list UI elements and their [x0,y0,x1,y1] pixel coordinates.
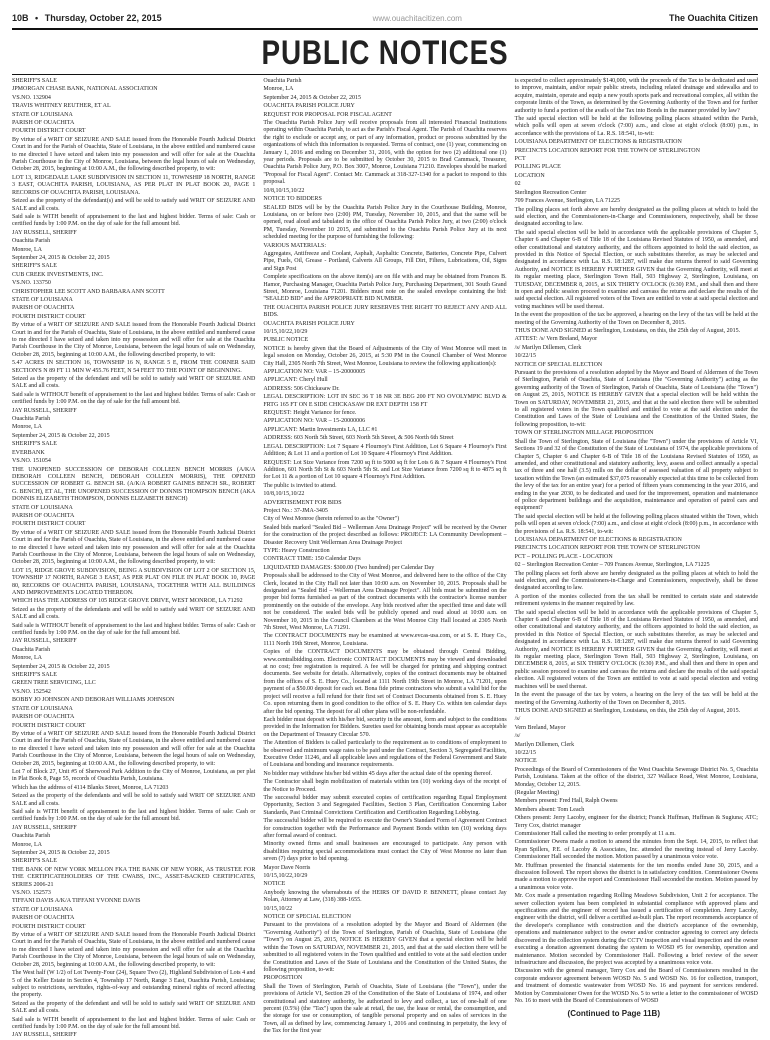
page-number: 10B [12,13,29,23]
notice-paragraph: Ouachita Parish [263,78,302,84]
notice-paragraph: City of West Monroe (herein referred to as the "Owner") [263,516,400,523]
notice-paragraph: Sterlington Recreation Center [514,189,587,196]
notice-paragraph: Proposals shall be addressed to the City of West Monroe, and delivered here to the office of the City Clerk, located in the City Hall not later than 10:00 a.m. on November 10, 2015. Proposals shall be designated as "Sealed Bid – Wellerman Area Drainage Project". All bids must be submitted on the proper bid forms furnished as part of the contract documents with the contractor's license number prominently on the outside of the envelope. Any bids received after the specified time and date will not be considered. The sealed bids will be publicly opened and read aloud at 10:00 a.m. on November 10, 2015 in the Council Chambers at the West Monroe City Hall located at 2305 North 7th Street, West Monroe, LA 71291. [263,573,507,632]
continued-note: (Continued to Page 11B) [567,1009,660,1018]
notice-paragraph: PCT – POLLING PLACE - LOCATION [514,553,613,560]
website-url[interactable]: www.ouachitacitizen.com [372,13,462,23]
notice-paragraph: LOT 15, RIDGE GROVE SUBDIVISION, BEING A SUBDIVISION OF LOT 2 OF SECTION 15, TOWNSHIP 17 NORTH, RANGE 3 EAST, AS PER PLAT ON FILE IN PLAT BOOK 10, PAGE 80, RECORDS OF OUACHITA PARISH, LOUISIANA, TOGETHER WITH ALL BUILDINGS AND IMPROVEMENTS LOCATED THEREON. [12,567,256,596]
title-rule [12,74,758,75]
notice-paragraph: SHERIFF'S SALE [12,441,57,448]
notice-paragraph: By virtue of a WRIT OF SEIZURE AND SALE issued from the Honorable Fourth Judicial District Court in and for the Parish of Ouachita, State of Louisiana, in the above entitled and numbered cause to me directed I have seized and taken into my possession and will offer for sale at the Ouachita Parish Courthouse in the City of Monroe, Louisiana, between the legal hours of sale on Wednesday, October 28, 2015, beginning at 10:00 A.M., the following described property, to wit: [12,529,256,566]
notice-paragraph: Complete specifications on the above item(s) are on file with and may be obtained from Frances B. Hamor, Purchasing Manager, Ouachita Parish Police Jury, Purchasing Department, 301 South Grand Street, Monroe, Louisiana 71201. Bidders must note on the sealed envelope containing the bid: "SEALED BID" and the APPROPRIATE BID NUMBER. [263,274,507,303]
notice-paragraph: Seized as the property of the defendant(s) and will be sold to satisfy said WRIT OF SEIZURE AND SALE and all costs. [12,198,256,212]
notice-paragraph: The said special election will be held in accordance with the applicable provisions of Chapter 5, Chapter 6 and Chapter 6-B of Title 18 of the Louisiana Revised Statutes of 1950, as amended, and other constitutional and statutory authority, and the officers appointed to hold the said election, as provided in this Notice of Special Election, or such substitutes therefor, as may be selected and designated in accordance with La. R.S. 18:1287, will make due returns thereof to said Governing Authority, and NOTICE IS HEREBY FURTHER GIVEN that the Governing Authority, will meet at its regular meeting place, Sterlington Town Hall, 503 Highway 2, Sterlington, Louisiana, on TUESDAY, DECEMBER 8, 2015, at SIX THIRTY O'CLOCK (6:30) P.M., and shall then and there in open and public session proceed to examine and canvass the returns and declare the results of the said special election. All registered voters of the Town are entitled to vote at said special election and voting machines will be used thereat. [514,229,758,310]
notice-paragraph: REQUEST: Height Variance for fence. [263,410,357,417]
notice-paragraph: Mr. Cox made a presentation regarding Rolling Meadows Subdivision, Unit 2 for acceptance. The sewer collection system has been completed in substantial compliance with approved plans and specifications and the engineer of record has issued a certification of completion. Jerry Lacoby, engineer with the district, will deliver a certified as-built plan. The report recommends acceptance of the developer's compliance with construction and the district's acceptance of the ownership, operations and maintenance subject to the owner and/or contractor agreeing to correct any defects discovered in the collection system during the CCTV inspection and visual inspection and the owner executing a donation agreement donating the system to WOSD #5 for ownership, operation and maintenance. Motion seconded by Commissioner Hall. Following a brief review of the sewer infrastructure and discussion, the project was accepted by a unanimous voice vote. [514,893,758,966]
notice-paragraph: Shall the Town of Sterlington, State of Louisiana (the "Town") under the provisions of Article VI, Sections 19 and 32 of the Constitution of the State of Louisiana of 1974, the applicable provisions of Chapter 5, Chapter 6 and Chapter 6-B of Title 18 of the Louisiana Revised Statutes of 1950, as amended, and other constitutional and statutory authority, levy, assess and collect annually a special tax of three and one half (3.5) mills on the dollar of assessed valuation of all property subject to taxation within the Town (an estimated $37,075 reasonably expected at this time to be collected from the levy of the tax for an entire year) for a period of fifteen years commencing in the year 2016, and ending in the year 2030, to be dedicated and used for the improvement, operation and maintenance of police department buildings and the acquisition, maintenance and operation of patrol cars and equipment? [514,438,758,512]
notice-paragraph: TOWN OF STERLINGTON MILLAGE PROPOSITION [514,430,654,437]
notice-paragraph: Which has the address of 4114 Blanks Street, Monroe, LA 71203 [12,784,169,791]
notice-paragraph: PARISH OF OUACHITA [12,305,75,312]
notice-paragraph: Each bidder must deposit with his/her bid, security in the amount, form and subject to the conditions provided in the Information for Bidders. Sureties used for obtaining bonds must appear as acceptable on the Department of Treasury Circular 570. [263,716,507,738]
notice-paragraph: The said special election will be held at the following polling places situated within the Town, which polls will open at seven o'clock (7:00) a.m., and close at eight o'clock (8:00) p.m., in accordance with the provisions of La. R.S. 18:541, to-wit: [514,513,758,535]
notice-paragraph: By virtue of a WRIT OF SEIZURE AND SALE issued from the Honorable Fourth Judicial District Court in and for the Parish of Ouachita, State of Louisiana, in the above entitled and numbered cause to me directed I have seized and taken into my possession and will offer for sale at the Ouachita Parish Courthouse in the City of Monroe, Louisiana, between the legal hours of sale on Wednesday, October 28, 2015, beginning at 10:00 A.M., the following described property, to wit: [12,932,256,968]
notice-paragraph: PUBLIC NOTICE [263,337,309,344]
notice-paragraph: NOTICE OF SPECIAL ELECTION [263,914,351,921]
notice-paragraph: By virtue of a WRIT OF SEIZURE AND SALE issued from the Honorable Fourth Judicial District Court in and for the Parish of Ouachita, State of Louisiana, in the above entitled and numbered cause to me directed I have seized and taken into my possession and will offer for sale at the Ouachita Parish Courthouse in the City of Monroe, Louisiana, between the legal hours of sale on Wednesday, October 28, 2015, beginning at 10:00 A.M., the following described property, to wit: [12,136,256,173]
notice-paragraph: SHERIFF'S SALE [12,78,57,84]
notice-paragraph: POLLING PLACE [514,164,561,171]
notice-paragraph: Vern Breland, Mayor [514,724,566,731]
notice-paragraph: LIQUIDATED DAMAGES: $300.00 (Two hundred) per Calendar Day [263,564,435,571]
notice-paragraph: JPMORGAN CHASE BANK, NATIONAL ASSOCIATION [12,86,158,93]
notice-paragraph: GREEN TREE SERVICING, LLC [12,680,96,687]
notice-paragraph: SEALED BIDS will be by the Ouachita Parish Police Jury in the Courthouse Building, Monroe, Louisiana, on or before two (2:00) PM, Tuesday, November 10, 2015, and that the same will be opened, read aloud and tabulated in the office of Ouachita Parish Police Jury, at two (2:00) o'clock PM, Tuesday, November 10 2015, and submitted to the Ouachita Parish Police Jury at its next scheduled meeting for the purpose of furnishing the following: [263,204,507,241]
newspaper-name: The Ouachita Citizen [668,13,758,23]
notice-paragraph: Others present: Jerry Lacoby, engineer for the district; Franck Huffman, Huffman & Sugiuna; ATC; Terry Cox, district manager [514,815,758,829]
notice-paragraph: ADVERTISEMENT FOR BIDS [263,499,342,506]
notice-paragraph: APPLICATION NO: VAR – 15-20000006 [263,418,366,425]
notice-paragraph: A portion of the monies collected from the tax shall be remitted to certain state and statewide retirement systems in the manner required by law. [514,593,758,608]
notice-paragraph: 02 [514,181,521,188]
notice-paragraph: Aggregates, Antifreeze and Coolant, Asphalt, Asphaltic Concrete, Batteries, Concrete Pipe, Culvert Pipe, Fuels, Oil, Grease - Portland, Calverts All Groups, Fill Dirt, Filters, Lubrications, Oil, Signs and Sign Post [263,250,507,272]
notice-paragraph: TYPE: Heavy Construction [263,547,330,554]
notice-paragraph: VS.NO. 133750 [12,280,51,287]
notice-paragraph: Members absent: Tom Leach [514,806,585,813]
notice-paragraph: Monroe, LA [12,841,42,848]
notice-paragraph: Seized as the property of the defendants and will be sold to satisfy said WRIT OF SEIZURE AND SALE and all costs. [12,606,256,621]
notice-paragraph: Sealed bids marked "Sealed Bid – Wellerman Area Drainage Project" will be received by the Owner for the construction of the project described as follows: PROJECT: LA Community Development – Disaster Recovery Unit Wellerman Area Drainage Project [263,524,507,546]
notice-column-2 [263,78,507,1035]
notice-paragraph: September 24, 2015 & October 22, 2015 [12,432,110,439]
notice-paragraph: Said sale is WITH benefit of appraisement to the last and highest bidder. Terms of sale: Cash or certified funds by 1:00 P.M. on the day of sale for the full amount bid. [12,213,256,228]
notice-paragraph: Monroe, LA [12,655,42,662]
issue-date: Thursday, October 22, 2015 [44,13,162,23]
notice-columns [12,78,758,1039]
notice-paragraph: SHERIFF'S SALE [12,672,57,679]
notice-paragraph: BOBBY JO JOHNSON AND DEBORAH WILLIAMS JOHNSON [12,697,175,704]
notice-paragraph: NOTICE [514,758,537,765]
notice-paragraph: 10/15,10/22,10/29 [263,329,308,335]
notice-paragraph: TRAVIS WHITNEY REUTHER, ET AL [12,103,111,110]
notice-paragraph: STATE OF LOUISIANA [12,705,73,712]
notice-paragraph: Pursuant to the provisions of a resolution adopted by the Mayor and Board of Aldermen of the Town of Sterlington, Parish of Ouachita, State of Louisiana (the "Governing Authority") acting as the governing authority of the Town of Sterlington, Parish of Ouachita, State of Louisiana (the "Town") on August 25, 2015, NOTICE IS HEREBY GIVEN that a special election will be held within the Town on SATURDAY, NOVEMBER 21, 2015, and that at the said election there will be submitted to all registered voters in the Town qualified and entitled to vote at the said election under the Constitution and Laws of the State of Louisiana and the Constitution of the United States, the following proposition, to-wit: [514,370,758,428]
notice-paragraph: ADDRESS: 506 Chickasaw Dr. [263,385,340,392]
notice-paragraph: September 24, 2015 & October 22, 2015 [12,850,110,856]
notice-paragraph: APPLICANT: Martin Investments LA, LLC #1 [263,426,378,433]
notice-paragraph: 10/8,10/15,10/22 [263,187,305,194]
notice-paragraph: NOTICE [263,881,286,888]
notice-paragraph: JAY RUSSELL, SHERIFF [12,638,77,645]
notice-paragraph: CHRISTOPHER LEE SCOTT AND BARBARA ANN SCOTT [12,288,165,295]
notice-paragraph: VS.NO. 132904 [12,94,51,101]
notice-paragraph: Ouachita Parish [12,238,51,245]
notice-paragraph: OUACHITA PARISH POLICE JURY [263,103,355,110]
notice-paragraph: The public is invited to attend. [263,482,337,489]
notice-paragraph: /s/ [514,716,521,723]
notice-paragraph: Seized as the property of the defendant and will be sold to satisfy said WRIT OF SEIZURE AND SALE and all costs. [12,376,256,390]
notice-paragraph: THUS DONE AND SIGNED at Sterlington, Louisiana, on this, the 25th day of August, 2015. [514,328,741,334]
notice-paragraph: LOCATION [514,172,545,179]
notice-paragraph: 02 – Sterlington Recreation Center – 709 Frances Avenue, Sterlington, LA 71225 [514,562,710,569]
notice-paragraph: THE UNOPENED SUCCESSION OF DEBORAH COLLEEN BENCH MORRIS (A/K/A DEBORAH COLLEEN BENCH, DEBORAH COLLEEN MORRIS), THE OPENED SUCCESSION OF ROBERT G. BENCH SR. (A/K/A ROBERT GAINES BENCH SR., ROBERT G. BENCH), ET AL, THE UNOPENED SUCCESSION OF DONNIS THOMPSON BENCH (AKA DONNIS ELIZABETH THOMPSON, DONNIS ELIZABETH BENCH) [12,466,256,503]
notice-paragraph: FOURTH DISTRICT COURT [12,722,86,729]
notice-paragraph: THE OUACHITA PARISH POLICE JURY RESERVES THE RIGHT TO REJECT ANY AND ALL BIDS. [263,304,507,319]
notice-paragraph: LEGAL DESCRIPTION: Lot 7 Square 4 Flournoy's First Addition, Lot 6 Square 4 Flournoy's First Addition; & Lot 11 and a portion of Lot 10 Square 4 Flournoy's First Addition. [263,443,507,458]
section-title: PUBLIC NOTICES [261,34,509,72]
notice-paragraph: THE BANK OF NEW YORK MELLON FKA THE BANK OF NEW YORK, AS TRUSTEE FOR THE CERTIFICATEHOLDERS OF THE CWABS, INC., ASSET-BACKED CERTIFICATES, SERIES 2006-21 [12,866,256,888]
notice-paragraph: JAY RUSSELL, SHERIFF [12,407,77,414]
notice-paragraph: Lot 7 of Block 27, Unit #5 of Sherwood Park Addition to the City of Monroe, Louisiana, as per plat in Plat Book 8, Page 55, records of Ouachita Parish, Louisiana. [12,768,256,783]
notice-paragraph: Mr. Huffman presented the financial statements for the ten months ended June 30, 2015, and a discussion followed. The report shows the district is in satisfactory condition. Commissioner Owens made a motion to approve the report and Commissioner Hall seconded the motion. Motion passed by a unanimous voice vote. [514,862,758,891]
page-header [12,10,758,26]
notice-paragraph: Said sale is WITHOUT benefit of appraisement to the last and highest bidder. Terms of sale: Cash or certified funds by 1:00 P.M. on the day of sale for the full amount bid. [12,391,256,406]
notice-paragraph: 5.47 ACRES IN SECTION 16, TOWNSHIP 16 N, RANGE 5 E, FROM THE CORNER SAID SECTION'S N 89 FT 11 MIN W 455.76 FEET, N 54 FEET TO THE POINT OF BEGINNING. [12,360,256,374]
notice-paragraph: is expected to collect approximately $140,000, with the proceeds of the Tax to be dedicated and used to improve, maintain, and/or repair public streets, including related drainage and sidewalks and to acquire, maintain, operate and equip a new youth sports park and recreational complex, all within the corporate limits of the Town, as determined by the Governing Authority of the Town and for further authority to fund a portion of the avails of the Tax into Bonds in the manner provided by law? [514,78,758,114]
notice-paragraph: FOURTH DISTRICT COURT [12,128,86,135]
notice-paragraph: NOTICE TO BIDDERS [263,196,322,203]
notice-paragraph: (Regular Meeting) [514,789,560,796]
header-rule [12,28,758,30]
notice-paragraph: Monroe, LA [12,424,42,431]
notice-paragraph: The West half (W 1/2) of Lot Twenty-Four (24), Square Two (2), Highland Subdivision of Lots 4 and 5 of the Keller Estate in Section 4, Township 17 North, Range 3 East, Ouachita Parish, Louisiana; subject to restrictions, servitudes, rights-of-way and outstanding mineral rights of record affecting the property. [12,970,256,999]
notice-paragraph: VS.NO. 152542 [12,688,51,695]
notice-paragraph: 10/15,10/22 [263,905,293,912]
notice-paragraph: Commissioner Hall called the meeting to order promptly at 11 a.m. [514,831,676,837]
notice-paragraph: 709 Frances Avenue, Sterlington, LA 71225 [514,198,621,205]
notice-column-3 [515,78,758,1026]
notice-paragraph: 10/8,10/15,10/22 [263,491,305,498]
notice-paragraph: Copies of the CONTRACT DOCUMENTS may be obtained through Central Bidding, www.centralbidding.com. Electronic CONTRACT DOCUMENTS may be viewed and downloaded at no cost; free registration is required. A fee will be charged for printing and shipping contract documents. See website for details. Alternatively, copies of the contract documents may be obtained from the offices of S. E. Huey Co., located at 1111 North 19th Street in Monroe, LA 71201, upon payment of a $50.00 deposit for each set. Bona fide prime contractors who submit a valid bid for the project will receive a full refund for their first set of Contract Documents obtained from S. E. Huey Co. upon returning them in good condition to the office of S. E. Huey Co. within ten calendar days after the bid opening. The deposit for all other plans will be non-refundable. [263,649,507,715]
notice-paragraph: Said sale is WITHOUT benefit of appraisement to the last and highest bidder. Terms of sale: Cash or certified funds by 1:00 P.M. on the day of sale for the full amount bid. [12,622,256,637]
notice-paragraph: September 24, 2015 & October 22, 2015 [12,254,110,261]
notice-paragraph: APPLICANT: Cheryl Hull [263,377,328,384]
notice-paragraph: VARIOUS MATERIALS: [263,242,327,249]
notice-paragraph: PARISH OF OUACHITA [12,120,75,127]
notice-paragraph: JAY RUSSELL, SHERIFF [12,1032,77,1039]
notice-paragraph: Project No.: 37-JMA-3405 [263,507,328,514]
notice-paragraph: VS.NO. 151054 [12,458,51,465]
notice-paragraph: Members present: Fred Hall, Ralph Owens [514,798,618,805]
notice-paragraph: SHERIFF'S SALE [12,263,57,270]
notice-paragraph: September 24, 2015 & October 22, 2015 [12,663,110,670]
header-left [12,13,166,23]
notice-paragraph: Marilyn Dillemen, Clerk [514,741,575,748]
notice-paragraph: In the event the passage of the tax by voters, a hearing on the levy of the tax will be held at the meeting of the Governing Authority of the Town on December 8, 2015. [514,692,758,706]
notice-paragraph: Anybody knowing the whereabouts of the HEIRS OF DAVID P. BENNETT, please contact Jay Nolan, Attorney at Law, (318) 388-1655. [263,889,507,904]
notice-paragraph: THUS DONE AND SIGNED at Sterlington, Louisiana, on this, the 25th day of August, 2015. [514,707,741,714]
notice-paragraph: The said special election will be held in accordance with the applicable provisions of Chapter 5, Chapter 6 and Chapter 6-B of Title 18 of the Louisiana Revised Statutes of 1950, as amended, and other constitutional and statutory authority, and the officers appointed to hold the said election, as provided in this Notice of Special Election, or such substitutes therefor, as may be selected and designated in accordance with La. R.S. 18:1287, will make due returns thereof to said Governing Authority, and NOTICE IS HEREBY FURTHER GIVEN that the Governing Authority, will meet at its regular meeting place, Sterlington Town Hall, 503 Highway 2, Sterlington, Louisiana, on DECEMBER 8, 2015, at SIX THIRTY O'CLOCK (6:30) P.M., and shall then and there in open and public session proceed to examine and canvass the returns and declare the results of the said special election. All registered voters of the Town are entitled to vote at said special election and voting machines will be used thereat. [514,609,758,690]
notice-paragraph: LOUISIANA DEPARTMENT OF ELECTIONS & REGISTRATION [514,139,682,146]
notice-paragraph: REQUEST: Lot Size Variance from 7200 sq ft to 5000 sq ft for Lots 6 & 7 Square 4 Flournoy's First Addition, 601 North 5th St & 603 North 5th St. and Lot Size Variance from 7200 sq ft to 4875 sq ft for Lot 11 & a portion of Lot 10 square 4 Flournoy's First Addition. [263,459,507,481]
notice-paragraph: REQUEST FOR PROPOSAL FOR FISCAL AGENT [263,111,392,118]
notice-paragraph: SHERIFF'S SALE [12,858,57,865]
notice-paragraph: STATE OF LOUISIANA [12,906,73,913]
notice-paragraph: PARISH OF OUACHITA [12,915,75,922]
notice-paragraph: 10/22/15 [514,353,536,360]
notice-paragraph: Seized as the property of the defendant and will be sold to satisfy said WRIT OF SEIZURE AND SALE and all costs. [12,1000,256,1015]
notice-paragraph: Ouachita Parish [12,833,51,840]
notice-paragraph: PCT [514,156,526,163]
notice-paragraph: VS.NO. 152573 [12,890,51,897]
notice-paragraph: ADDRESS: 603 North 5th Street, 603 North 5th Street, & 506 North 6th Street [263,435,454,442]
notice-paragraph: FOURTH DISTRICT COURT [12,923,86,930]
notice-paragraph: NOTICE is hereby given that the Board of Adjustments of the City of West Monroe will meet in legal session on Monday, October 26, 2015, at 5:30 PM in the Council Chamber of West Monroe City Hall, 2305 North 7th Street, West Monroe, Louisiana to review the following application(s): [263,345,507,367]
notice-paragraph: Said sale is WITH benefit of appraisement to the last and highest bidder. Terms of sale: Cash or certified funds by 1:00 P.M. on the day of sale for the full amount bid. [12,808,256,823]
notice-paragraph: Said sale is WITH benefit of appraisement to the last and highest bidder. Terms of sale: Cash or certified funds by 1:00 P.M. on the day of sale for the full amount bid. [12,1016,256,1030]
notice-paragraph: Commissioner Owens made a motion to amend the minutes from the Sept. 14, 2015, to reflect that Ryan Spillers, P.E. of Lacoby & Associates, Inc. attended the meeting instead of Jerry Lacoby. Commissioner Hall seconded the motion. Motion passed by a unanimous voice vote. [514,839,758,861]
notice-paragraph: PRECINCTS LOCATION REPORT FOR THE TOWN OF STERLINGTON [514,147,700,154]
notice-paragraph: Ouachita Parish [12,416,51,423]
notice-paragraph: Shall the Town of Sterlington, Parish of Ouachita, State of Louisiana (the "Town"), under the provisions of Article VI, Section 29 of the Constitution of the State of Louisiana of 1974, and other constitutional and statutory authority, be authorized to levy and collect, a tax of one-half of one percent (0.5%) (the "Tax") upon the sale at retail, the use, the lease or rental, the consumption, and the storage for use or consumption, of tangible personal property and on sales of services in the Town, all as defined by law, commencing January 1, 2016 and continuing in perpetuity, the levy of the Tax for the first year [263,983,507,1035]
notice-paragraph: No bidder may withdraw his/her bid within 45 days after the actual date of the opening thereof. [263,770,493,777]
notice-paragraph: CONTRACT TIME: 150 Calendar Days [263,556,361,563]
notice-paragraph: LOT 13, RIDGEDALE LAKE SUBDIVISION IN SECTION 11, TOWNSHIP 18 NORTH, RANGE 3 EAST, OUACHITA PARISH, LOUISIANA, AS PER PLAT IN PLAT BOOK 20, PAGE 1 RECORDS OF OUACHITA PARISH, LOUISIANA. [12,174,256,196]
notice-paragraph: The successful bidder may submit executed copies of certification regarding Equal Employment Opportunity, Section 3 and Segregated Facilities, Section 3 Plan, Certification Concerning Labor Standards, Past Criminal Convictions Certification and Certification Regarding Lobbying. [263,794,507,816]
notice-paragraph: Proceedings of the Board of Commissioners of the West Ouachita Sewerage District No. 5, Ouachita Parish, Louisiana. Taken at the office of the district, 327 Wallace Road, West Monroe, Louisiana, Monday, October 12, 2015. [514,766,758,788]
notice-paragraph: ATTEST: /s/ Vern Breland, Mayor [514,336,598,343]
notice-paragraph: JAY RUSSELL, SHERIFF [12,824,77,831]
notice-paragraph: JAY RUSSELL, SHERIFF [12,229,77,236]
notice-paragraph: FOURTH DISTRICT COURT [12,521,86,528]
notice-paragraph: Seized as the property of the defendants and will be sold to satisfy said WRIT OF SEIZURE AND SALE and all costs. [12,793,256,807]
notice-paragraph: Mayor Dave Norris [263,864,311,871]
notice-paragraph: /s/ Marilyn Dillemen, Clerk [514,344,582,351]
notice-paragraph: The polling places set forth above are hereby designated as the polling places at which to hold the said election, and the Commissioners-in-Charge and Commissioners, respectively, shall be those designated according to law. [514,206,758,228]
notice-paragraph: Discussion with the general manager, Terry Cox and the Board of Commissioners resulted in the corporate endeavor agreement between WOSD No. 5 and WOSD No. 16 for collection, transport, and treatment of domestic wastewater from WOSD No. 16 and payment for services rendered. Motion by Commissioner Owen for the WOSD No. 5 to write a letter to the commissioner of WOSD No. 16 to meet with the Board of Commissioners of WOSD [514,968,758,1004]
notice-paragraph: Ouachita Parish [12,646,51,653]
notice-paragraph: OUACHITA PARISH POLICE JURY [263,320,355,327]
notice-paragraph: STATE OF LOUISIANA [12,296,73,303]
notice-paragraph: /s/ [514,733,521,740]
notice-paragraph: Pursuant to the provisions of a resolution adopted by the Mayor and Board of Aldermen (the "Governing Authority") of the Town of Sterlington, Parish of Ouachita, State of Louisiana (the "Town") on August 25, 2015, NOTICE IS HEREBY GIVEN that a special election will be held within the Town on SATURDAY, NOVEMBER 21, 2015, and that at the said election there will be submitted to all registered voters in the Town qualified and entitled to vote at the said election under the Constitution and Laws of the State of Louisiana and the Constitution of the United States, the following proposition, to-wit: [263,922,507,973]
notice-column-1 [12,78,256,1039]
notice-paragraph: Monroe, LA [263,86,294,93]
notice-paragraph: The successful bidder will be required to execute the Owner's Standard Form of Agreement Contract for construction together with the Performance and Payment Bonds within ten (10) working days after formal award of contract. [263,818,507,839]
notice-paragraph: NOTICE OF SPECIAL ELECTION [514,361,603,368]
notice-paragraph: Monroe, LA [12,246,42,253]
notice-paragraph: FOURTH DISTRICT COURT [12,313,86,320]
notice-paragraph: PRECINCTS LOCATION REPORT FOR THE TOWN OF STERLINGTON [514,545,700,552]
notice-paragraph: In the event the proposition of the tax be approved, a hearing on the levy of the tax will be held at the meeting of the Governing Authority of the Town on December 8, 2015. [514,312,758,326]
notice-paragraph: The CONTRACT DOCUMENTS may be examined at www.evcas-usa.com, or at S. E. Huey Co., 1111 North 19th Street, Monroe, Louisiana. [263,633,507,647]
notice-paragraph: By virtue of a WRIT OF SEIZURE AND SALE issued from the Honorable Fourth Judicial District Court in and for the Parish of Ouachita, State of Louisiana, in the above entitled and numbered cause to me directed I have seized and taken into my possession and will offer for sale at the Ouachita Parish Courthouse in the City of Monroe, Louisiana, between the legal hours of sale on Wednesday, October 28, 2015, beginning at 10:00 A.M., the following described property, to wit: [12,730,256,767]
notice-paragraph: The Contractor shall begin mobilization of materials within ten (10) working days of the receipt of the Notice to Proceed. [263,779,507,793]
notice-paragraph: STATE OF LOUISIANA [12,504,73,511]
notice-paragraph: PROPOSITION [263,975,303,982]
notice-paragraph: 10/15,10/22,10/29 [263,873,308,880]
notice-paragraph: STATE OF LOUISIANA [12,111,73,118]
notice-paragraph: 10/22/15 [514,749,536,756]
notice-paragraph: By virtue of a WRIT OF SEIZURE AND SALE issued from the Honorable Fourth Judicial District Court in and for the Parish of Ouachita, State of Louisiana, in the above entitled and numbered cause to me directed I have seized and taken into my possession and will offer for sale at the Ouachita Parish Courthouse in the City of Monroe, Louisiana, between the legal hours of sale on Wednesday, October 28, 2015, beginning at 10:00 A.M., the following described property, to wit: [12,322,256,358]
notice-paragraph: PARISH OF OUACHITA [12,512,75,519]
notice-paragraph: CUB CREEK INVESTMENTS, INC. [12,271,104,278]
notice-paragraph: PARISH OF OUACHITA [12,714,75,721]
notice-paragraph: EVERBANK [12,449,45,456]
notice-paragraph: APPLICATION NO: VAR – 15-20000005 [263,369,366,376]
notice-paragraph: LOUISIANA DEPARTMENT OF ELECTIONS & REGISTRATION [514,536,682,543]
notice-paragraph: The said special election will be held at the following polling places situated within the Parish, which polls will open at seven o'clock (7:00) a.m., and close at eight o'clock (8:00) p.m., in accordance with the provisions of La. R.S. 18:541, to-wit: [514,116,758,137]
notice-paragraph: The Attention of Bidders is called particularly to the requirement as to conditions of employment to be observed and minimum wage rates to be paid under the Contract, Section 3, Segregated Facilities, Executive Order 11246, and all applicable laws and regulations of the Federal Government and State of Louisiana and bonding and insurance requirements. [263,740,507,769]
notice-paragraph: LEGAL DESCRIPTION: LOT IN SEC 36 T 18 NR 3E BEG 200 FT NO OVOLYMPIC BLVD & FRTG 165 FT ON E SIDE CHICKASAW DR EXT DEPTH 158 FT [263,394,507,408]
header-bullet: • [35,13,39,23]
notice-paragraph: September 24, 2015 & October 22, 2015 [263,94,361,101]
notice-paragraph: The Ouachita Parish Police Jury will receive proposals from all interested Financial Institutions operating within Ouachita Parish, to act as the Parish's Fiscal Agent. The Parish of Ouachita reserves the right to exclude or accept any, or part of any information, product or process submitted by the organizations of which this information is requested. Terms of contract, one (1) year, commencing on January 1, 2016 and ending on December 31, 2016, with the option for two (2) additional one (1) year periods. Proposals are to be submitted by October 30, 2015 to Brad Cammack, Treasurer, Ouachita Parish Police Jury, P.O. Box 3007, Monroe, Louisiana 71210. Envelopes should be marked "Proposal for Fiscal Agent". Contact Mr. Cammack at 318-327-1340 for a packet to respond to this proposal. [263,120,507,186]
notice-paragraph: WHICH HAS THE ADDRESS OF 105 RIDGE GROVE DRIVE, WEST MONROE, LA 71292 [12,598,243,605]
notice-paragraph: The polling places set forth above are hereby designated as the polling places at which to hold the said election, and the Commissioners-in-Charge and Commissioners, respectively, shall be those designated according to law. [514,570,758,592]
notice-paragraph: Minority owned firms and small businesses are encouraged to participate. Any person with disabilities requiring special accommodations must contact the City of West Monroe no later than seven (7) days prior to bid opening. [263,841,507,863]
notice-paragraph: TIFFANI DAVIS A/K/A TIFFANI YVONNE DAVIS [12,898,141,905]
